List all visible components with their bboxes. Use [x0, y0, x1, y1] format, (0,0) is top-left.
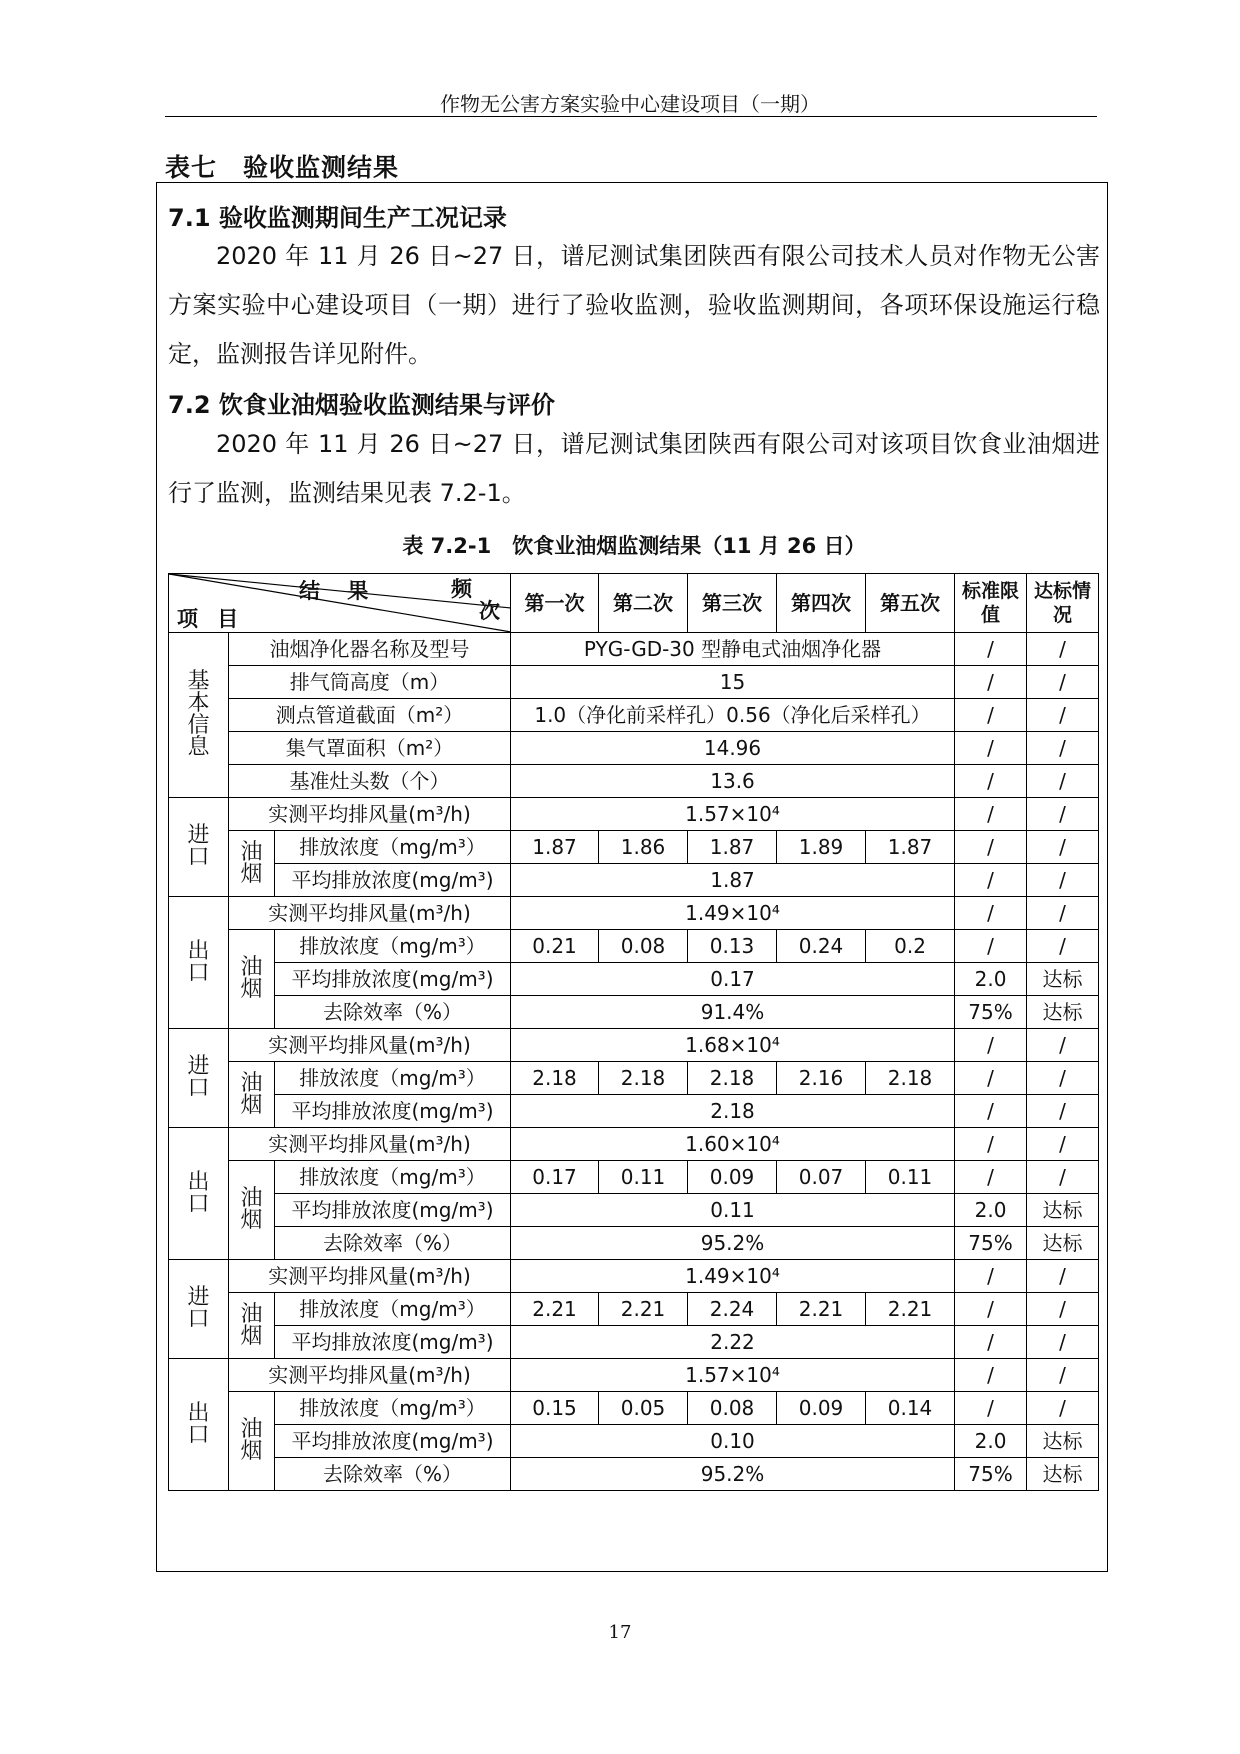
table-body [169, 574, 1099, 1491]
oil-fume-label [229, 930, 275, 1029]
outlet-avg-value: 0.11 [511, 1194, 955, 1227]
row-label: 实测平均排风量(m³/h) [229, 1359, 511, 1392]
conc-value: 2.18 [511, 1062, 599, 1095]
conc-value: 0.17 [511, 1161, 599, 1194]
conc-value: 1.87 [511, 831, 599, 864]
conc-value: 0.21 [511, 930, 599, 963]
inlet-label [169, 1029, 229, 1128]
row-label: 平均排放浓度(mg/m³) [275, 864, 511, 897]
std-limit-cell: / [955, 1293, 1027, 1326]
row-label: 实测平均排风量(m³/h) [229, 1260, 511, 1293]
inlet-conc-row [169, 831, 1099, 864]
paragraph-7-2: 2020 年 11 月 26 日~27 日，谱尼测试集团陕西有限公司对该项目饮食业油烟进行了监测，监测结果见表 7.2-1。 [168, 430, 1100, 507]
compliance-cell: / [1027, 1062, 1099, 1095]
std-limit-cell: / [955, 897, 1027, 930]
std-limit-cell: 75% [955, 1458, 1027, 1491]
conc-value: 0.11 [599, 1161, 688, 1194]
conc-value: 2.21 [777, 1293, 866, 1326]
table-caption: 表 7.2-1 饮食业油烟监测结果（11 月 26 日） [402, 534, 866, 558]
conc-value: 0.14 [866, 1392, 955, 1425]
row-label: 排放浓度（mg/m³） [275, 1293, 511, 1326]
row-label: 去除效率（%） [275, 996, 511, 1029]
col-header: 第一次 [511, 574, 599, 633]
conc-value: 0.13 [688, 930, 777, 963]
corner-item: 项 目 [177, 607, 245, 631]
std-limit-cell: / [955, 765, 1027, 798]
outlet-flow-row [169, 1128, 1099, 1161]
conc-value: 0.08 [688, 1392, 777, 1425]
compliance-cell: / [1027, 798, 1099, 831]
std-limit-header: 标准限值 [955, 574, 1027, 633]
conc-value: 0.2 [866, 930, 955, 963]
compliance-cell: / [1027, 1359, 1099, 1392]
std-limit-cell: / [955, 1161, 1027, 1194]
std-limit-cell: / [955, 1326, 1027, 1359]
col-header: 第二次 [599, 574, 688, 633]
row-label: 油烟净化器名称及型号 [229, 633, 511, 666]
outlet-label-text: 出口 [187, 1169, 210, 1217]
compliance-cell: / [1027, 633, 1099, 666]
oil-fume-label [229, 1062, 275, 1128]
std-limit-cell: / [955, 930, 1027, 963]
row-label: 平均排放浓度(mg/m³) [275, 1194, 511, 1227]
conc-value: 0.09 [777, 1392, 866, 1425]
inlet-label-text: 进口 [187, 1285, 210, 1332]
conc-value: 1.86 [599, 831, 688, 864]
inlet-label-text: 进口 [187, 1054, 210, 1101]
compliance-cell: / [1027, 699, 1099, 732]
compliance-cell: 达标 [1027, 1194, 1099, 1227]
outlet-flow-value: 1.60×10⁴ [511, 1128, 955, 1161]
compliance-cell: / [1027, 1293, 1099, 1326]
corner-freq1: 频 [451, 577, 472, 601]
outlet-label [169, 897, 229, 1029]
corner-cell [169, 574, 511, 633]
outlet-avg-value: 0.17 [511, 963, 955, 996]
inlet-conc-row [169, 1062, 1099, 1095]
outlet-conc-row [169, 1392, 1099, 1425]
conc-value: 0.24 [777, 930, 866, 963]
conc-value: 2.18 [866, 1062, 955, 1095]
outlet-label-text: 出口 [187, 1400, 210, 1448]
oil-fume-label-text: 油烟 [240, 1186, 263, 1233]
row-label: 实测平均排风量(m³/h) [229, 1029, 511, 1062]
oil-fume-label-text: 油烟 [240, 839, 263, 887]
oil-fume-label [229, 1161, 275, 1260]
conc-value: 0.11 [866, 1161, 955, 1194]
basic-info-row [169, 765, 1099, 798]
outlet-flow-row [169, 1359, 1099, 1392]
conc-value: 0.08 [599, 930, 688, 963]
oil-fume-label-text: 油烟 [240, 955, 263, 1002]
conc-value: 2.21 [511, 1293, 599, 1326]
paragraph-7-1: 2020 年 11 月 26 日~27 日，谱尼测试集团陕西有限公司技术人员对作物无公害方案实验中心建设项目（一期）进行了验收监测，验收监测期间，各项环保设施运行稳定，监测报告详见附件。 [168, 242, 1100, 368]
inlet-avg-value: 1.87 [511, 864, 955, 897]
conc-value: 2.21 [866, 1293, 955, 1326]
compliance-cell: 达标 [1027, 996, 1099, 1029]
conc-value: 1.89 [777, 831, 866, 864]
compliance-cell: 达标 [1027, 1458, 1099, 1491]
conc-value: 2.18 [599, 1062, 688, 1095]
compliance-cell: / [1027, 1392, 1099, 1425]
row-label: 实测平均排风量(m³/h) [229, 897, 511, 930]
efficiency-row [169, 1227, 1099, 1260]
efficiency-value: 91.4% [511, 996, 955, 1029]
conc-value: 1.87 [866, 831, 955, 864]
heading-7-1: 7.1 验收监测期间生产工况记录 [168, 204, 507, 232]
std-limit-cell: / [955, 633, 1027, 666]
inlet-flow-value: 1.49×10⁴ [511, 1260, 955, 1293]
efficiency-value: 95.2% [511, 1458, 955, 1491]
row-value: 13.6 [511, 765, 955, 798]
col-header: 第三次 [688, 574, 777, 633]
compliance-cell: / [1027, 864, 1099, 897]
std-limit-cell: / [955, 864, 1027, 897]
std-limit-cell: / [955, 666, 1027, 699]
page-number: 17 [608, 1622, 632, 1643]
conc-value: 0.09 [688, 1161, 777, 1194]
std-limit-cell: / [955, 699, 1027, 732]
oil-fume-label [229, 1293, 275, 1359]
outlet-flow-value: 1.57×10⁴ [511, 1359, 955, 1392]
inlet-label [169, 798, 229, 897]
basic-info-group-text: 基本信息 [187, 669, 210, 760]
outlet-label [169, 1128, 229, 1260]
col-header: 第四次 [777, 574, 866, 633]
std-limit-cell: / [955, 1359, 1027, 1392]
row-label: 测点管道截面（m²） [229, 699, 511, 732]
inlet-flow-value: 1.57×10⁴ [511, 798, 955, 831]
corner-freq2: 次 [479, 599, 500, 623]
compliance-cell: 达标 [1027, 963, 1099, 996]
row-label: 基准灶头数（个） [229, 765, 511, 798]
corner-result: 结 果 [299, 579, 379, 603]
inlet-flow-row [169, 1029, 1099, 1062]
compliance-cell: 达标 [1027, 1425, 1099, 1458]
inlet-avg-row [169, 864, 1099, 897]
compliance-cell: / [1027, 1128, 1099, 1161]
compliance-cell: / [1027, 1095, 1099, 1128]
row-label: 去除效率（%） [275, 1227, 511, 1260]
inlet-conc-row [169, 1293, 1099, 1326]
compliance-cell: / [1027, 1326, 1099, 1359]
table-header-row [169, 574, 1099, 633]
heading-7-2: 7.2 饮食业油烟验收监测结果与评价 [168, 391, 555, 419]
row-label: 排放浓度（mg/m³） [275, 1161, 511, 1194]
row-value: 15 [511, 666, 955, 699]
col-header: 第五次 [866, 574, 955, 633]
row-label: 平均排放浓度(mg/m³) [275, 1095, 511, 1128]
row-value: 14.96 [511, 732, 955, 765]
conc-value: 0.15 [511, 1392, 599, 1425]
row-label: 平均排放浓度(mg/m³) [275, 963, 511, 996]
std-limit-cell: / [955, 1095, 1027, 1128]
std-limit-cell: 2.0 [955, 963, 1027, 996]
outlet-avg-row [169, 1425, 1099, 1458]
compliance-cell: / [1027, 666, 1099, 699]
inlet-flow-row [169, 798, 1099, 831]
oil-fume-label-text: 油烟 [240, 1417, 263, 1464]
header-rule [165, 116, 1097, 117]
std-limit-cell: / [955, 1260, 1027, 1293]
inlet-avg-value: 2.18 [511, 1095, 955, 1128]
compliance-cell: / [1027, 930, 1099, 963]
oil-fume-label [229, 831, 275, 897]
compliance-cell: / [1027, 831, 1099, 864]
inlet-avg-row [169, 1326, 1099, 1359]
inlet-flow-row [169, 1260, 1099, 1293]
row-label: 排放浓度（mg/m³） [275, 831, 511, 864]
compliance-cell: / [1027, 765, 1099, 798]
conc-value: 0.07 [777, 1161, 866, 1194]
compliance-cell: / [1027, 897, 1099, 930]
std-limit-cell: / [955, 798, 1027, 831]
conc-value: 2.18 [688, 1062, 777, 1095]
inlet-label-text: 进口 [187, 823, 210, 870]
efficiency-value: 95.2% [511, 1227, 955, 1260]
std-limit-cell: / [955, 1062, 1027, 1095]
outlet-avg-row [169, 963, 1099, 996]
page-header: 作物无公害方案实验中心建设项目（一期） [440, 92, 820, 116]
oil-fume-results-table [168, 573, 1099, 1491]
row-value: 1.0（净化前采样孔）0.56（净化后采样孔） [511, 699, 955, 732]
oil-fume-label-text: 油烟 [240, 1070, 263, 1118]
compliance-cell: / [1027, 732, 1099, 765]
section-title: 表七 验收监测结果 [165, 153, 400, 182]
conc-value: 1.87 [688, 831, 777, 864]
compliance-cell: / [1027, 1260, 1099, 1293]
row-label: 平均排放浓度(mg/m³) [275, 1425, 511, 1458]
row-label: 实测平均排风量(m³/h) [229, 1128, 511, 1161]
row-label: 平均排放浓度(mg/m³) [275, 1326, 511, 1359]
row-label: 排放浓度（mg/m³） [275, 930, 511, 963]
basic-info-row [169, 633, 1099, 666]
outlet-conc-row [169, 1161, 1099, 1194]
row-label: 排气筒高度（m） [229, 666, 511, 699]
conc-value: 2.21 [599, 1293, 688, 1326]
inlet-label [169, 1260, 229, 1359]
std-limit-cell: / [955, 1128, 1027, 1161]
inlet-avg-row [169, 1095, 1099, 1128]
outlet-flow-row [169, 897, 1099, 930]
row-label: 排放浓度（mg/m³） [275, 1392, 511, 1425]
row-label: 实测平均排风量(m³/h) [229, 798, 511, 831]
inlet-flow-value: 1.68×10⁴ [511, 1029, 955, 1062]
std-limit-cell: 75% [955, 1227, 1027, 1260]
inlet-avg-value: 2.22 [511, 1326, 955, 1359]
conc-value: 2.16 [777, 1062, 866, 1095]
outlet-avg-value: 0.10 [511, 1425, 955, 1458]
std-limit-cell: / [955, 1029, 1027, 1062]
outlet-conc-row [169, 930, 1099, 963]
outlet-label [169, 1359, 229, 1491]
outlet-label-text: 出口 [187, 938, 210, 986]
outlet-flow-value: 1.49×10⁴ [511, 897, 955, 930]
basic-info-row [169, 699, 1099, 732]
conc-value: 0.05 [599, 1392, 688, 1425]
basic-info-group [169, 633, 229, 798]
row-label: 集气罩面积（m²） [229, 732, 511, 765]
std-limit-cell: / [955, 1392, 1027, 1425]
basic-info-row [169, 732, 1099, 765]
row-label: 去除效率（%） [275, 1458, 511, 1491]
oil-fume-label-text: 油烟 [240, 1301, 263, 1349]
std-limit-cell: / [955, 732, 1027, 765]
std-limit-cell: 75% [955, 996, 1027, 1029]
oil-fume-label [229, 1392, 275, 1491]
std-limit-cell: 2.0 [955, 1194, 1027, 1227]
efficiency-row [169, 996, 1099, 1029]
compliance-header: 达标情况 [1027, 574, 1099, 633]
compliance-cell: 达标 [1027, 1227, 1099, 1260]
outlet-avg-row [169, 1194, 1099, 1227]
compliance-cell: / [1027, 1161, 1099, 1194]
efficiency-row [169, 1458, 1099, 1491]
compliance-cell: / [1027, 1029, 1099, 1062]
row-label: 排放浓度（mg/m³） [275, 1062, 511, 1095]
row-value: PYG-GD-30 型静电式油烟净化器 [511, 633, 955, 666]
std-limit-cell: 2.0 [955, 1425, 1027, 1458]
conc-value: 2.24 [688, 1293, 777, 1326]
basic-info-row [169, 666, 1099, 699]
std-limit-cell: / [955, 831, 1027, 864]
